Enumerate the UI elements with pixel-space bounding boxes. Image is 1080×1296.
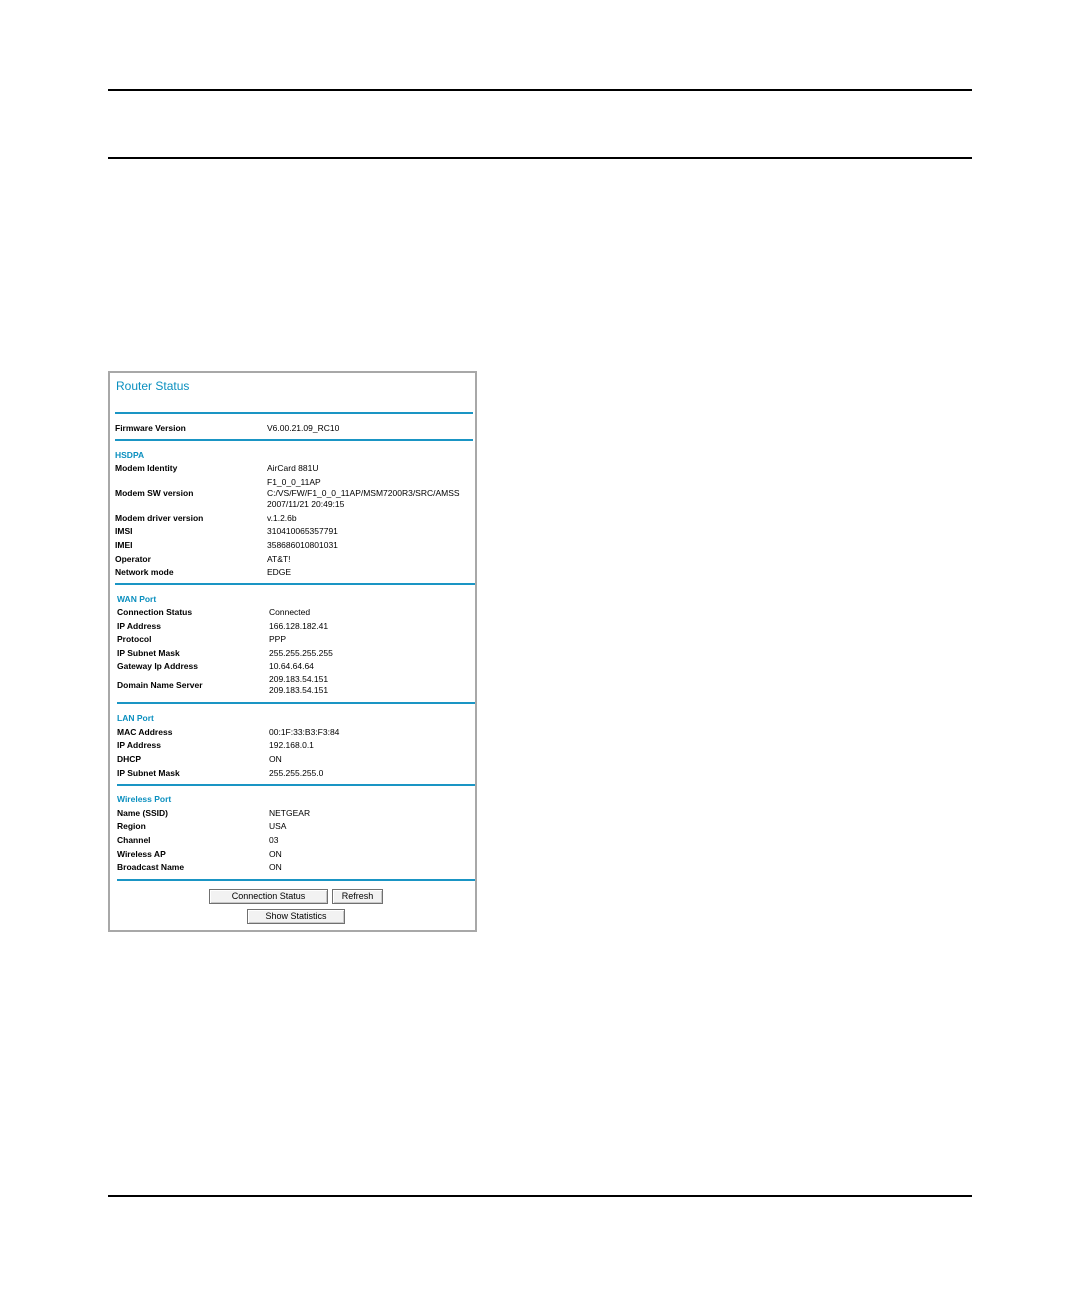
header-rule-top [108,89,972,91]
channel-label: Channel [117,835,151,845]
wireless-ap-value: ON [269,849,282,859]
imsi-value: 310410065357791 [267,526,338,536]
router-status-panel [108,371,477,932]
firmware-version-value: V6.00.21.09_RC10 [267,423,340,433]
gateway-ip-label: Gateway Ip Address [117,661,198,671]
wan-subnet-mask-value: 255.255.255.255 [269,648,333,658]
modem-sw-version-line-3: 2007/11/21 20:49:15 [267,499,345,509]
header-rule-bottom [108,157,972,159]
connection-status-value: Connected [269,607,311,617]
firmware-version-label: Firmware Version [115,423,186,433]
connection-status-label: Connection Status [117,607,193,617]
dhcp-label: DHCP [117,754,142,764]
modem-sw-version-line-1: F1_0_0_11AP [267,477,321,487]
region-label: Region [117,821,146,831]
modem-identity-label: Modem Identity [115,463,178,473]
dns-value-2: 209.183.54.151 [269,685,329,695]
wireless-ap-label: Wireless AP [117,849,166,859]
footer-rule [108,1195,972,1197]
wan-subnet-mask-label: IP Subnet Mask [117,648,180,658]
region-value: USA [269,821,287,831]
divider [117,879,475,881]
mac-address-label: MAC Address [117,727,173,737]
operator-value: AT&T! [267,554,291,564]
wireless-port-heading: Wireless Port [117,794,172,804]
gateway-ip-value: 10.64.64.64 [269,661,314,671]
hsdpa-heading: HSDPA [115,450,145,460]
broadcast-name-label: Broadcast Name [117,862,185,872]
channel-value: 03 [269,835,279,845]
protocol-label: Protocol [117,634,152,644]
show-statistics-button[interactable]: Show Statistics [247,909,345,924]
modem-sw-version-line-2: C:/VS/FW/F1_0_0_11AP/MSM7200R3/SRC/AMSS [267,488,460,498]
modem-identity-value: AirCard 881U [267,463,319,473]
dns-label: Domain Name Server [117,680,203,690]
divider [115,583,475,585]
divider [115,439,473,441]
broadcast-name-value: ON [269,862,282,872]
lan-subnet-mask-value: 255.255.255.0 [269,768,324,778]
imsi-label: IMSI [115,526,133,536]
lan-ip-address-label: IP Address [117,740,161,750]
connection-status-button[interactable]: Connection Status [209,889,328,904]
ssid-value: NETGEAR [269,808,311,818]
lan-subnet-mask-label: IP Subnet Mask [117,768,180,778]
divider [117,702,475,704]
modem-driver-version-label: Modem driver version [115,513,204,523]
panel-title: Router Status [116,379,190,393]
imei-label: IMEI [115,540,133,550]
ssid-label: Name (SSID) [117,808,169,818]
modem-driver-version-value: v.1.2.6b [267,513,297,523]
mac-address-value: 00:1F:33:B3:F3:84 [269,727,340,737]
wan-ip-address-value: 166.128.182.41 [269,621,329,631]
operator-label: Operator [115,554,151,564]
wan-ip-address-label: IP Address [117,621,161,631]
modem-sw-version-label: Modem SW version [115,488,194,498]
network-mode-label: Network mode [115,567,174,577]
lan-port-heading: LAN Port [117,713,154,723]
protocol-value: PPP [269,634,287,644]
refresh-button[interactable]: Refresh [332,889,383,904]
wan-port-heading: WAN Port [117,594,157,604]
divider [115,412,473,414]
divider [117,784,475,786]
imei-value: 358686010801031 [267,540,338,550]
dhcp-value: ON [269,754,282,764]
lan-ip-address-value: 192.168.0.1 [269,740,314,750]
network-mode-value: EDGE [267,567,292,577]
dns-value-1: 209.183.54.151 [269,674,329,684]
